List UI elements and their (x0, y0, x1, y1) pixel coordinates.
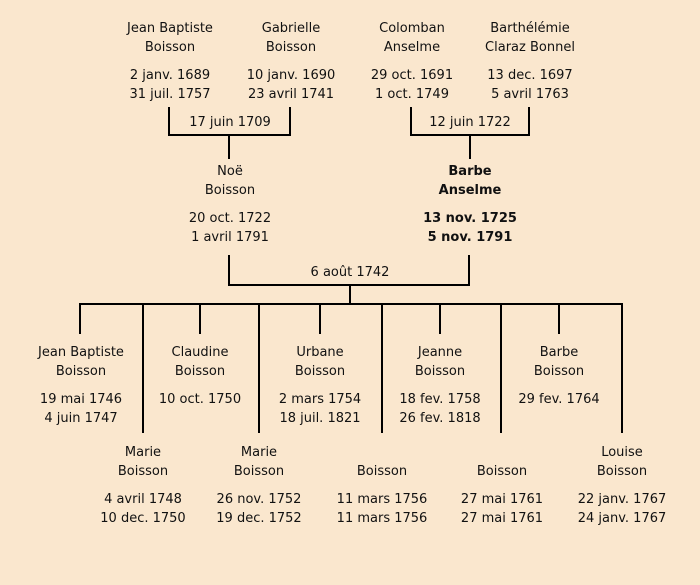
person-death-date: 5 nov. 1791 (427, 230, 513, 245)
person-given-name: Jeanne (417, 345, 463, 360)
person-surname: Boisson (174, 364, 226, 379)
person-given-name: Barbe (539, 345, 579, 360)
person-death-date: 23 avril 1741 (247, 87, 335, 102)
person-given-name: Louise (601, 445, 643, 460)
person-birth-date: 20 oct. 1722 (188, 211, 272, 226)
person-birth-date: 10 janv. 1690 (246, 68, 336, 83)
person-surname: Boisson (356, 464, 408, 479)
person-surname: Boisson (265, 40, 317, 55)
marriage1-right-drop-line (289, 107, 291, 136)
person-birth-date: 4 avril 1748 (104, 492, 182, 507)
person-birth-date: 26 nov. 1752 (216, 492, 302, 507)
person-birth-date: 2 mars 1754 (278, 392, 362, 407)
person-given-name: Barthélémie (490, 21, 570, 36)
person-death-date: 10 dec. 1750 (100, 511, 186, 526)
person-noe-boisson (155, 162, 305, 247)
person-given-name: Jean Baptiste (127, 21, 213, 36)
person-death-date: 19 dec. 1752 (216, 511, 302, 526)
child5-drop-line (319, 303, 321, 334)
person-surname: Boisson (233, 464, 285, 479)
person-death-date: 18 juil. 1821 (279, 411, 361, 426)
marriage1-descender-line (228, 136, 230, 159)
person-death-date: 26 fev. 1818 (399, 411, 481, 426)
child1-drop-line (79, 303, 81, 334)
person-death-date: 5 avril 1763 (491, 87, 569, 102)
person-death-date: 27 mai 1761 (460, 511, 544, 526)
person-birth-date: 29 fev. 1764 (518, 392, 600, 407)
marriage3-left-drop-line (228, 255, 230, 286)
person-birth-date: 22 janv. 1767 (577, 492, 667, 507)
person-death-date: 24 janv. 1767 (577, 511, 667, 526)
person-given-name: Barbe (448, 164, 492, 179)
person-birth-date: 18 fev. 1758 (399, 392, 481, 407)
person-surname: Anselme (383, 40, 441, 55)
child7-drop-line (439, 303, 441, 334)
children-bus-line (79, 303, 623, 305)
person-given-name: Colomban (379, 21, 445, 36)
marriage1-left-drop-line (168, 107, 170, 136)
person-death-date: 1 avril 1791 (191, 230, 269, 245)
person-surname: Boisson (117, 464, 169, 479)
person-surname: Boisson (144, 40, 196, 55)
child9-drop-line (558, 303, 560, 334)
person-surname: Boisson (596, 464, 648, 479)
person-surname: Boisson (55, 364, 107, 379)
person-surname: Boisson (533, 364, 585, 379)
person-surname: Claraz Bonnel (485, 40, 575, 55)
marriage3-right-drop-line (468, 255, 470, 286)
person-death-date (484, 409, 634, 428)
person-birth-date: 29 oct. 1691 (370, 68, 454, 83)
person-birth-date: 10 oct. 1750 (158, 392, 242, 407)
person-death-date: 4 juin 1747 (44, 411, 118, 426)
person-surname: Boisson (476, 464, 528, 479)
marriage2-left-drop-line (410, 107, 412, 136)
person-surname: Boisson (294, 364, 346, 379)
person-barthelemie-claraz-bonnel (455, 19, 605, 104)
marriage2-right-drop-line (528, 107, 530, 136)
person-birth-date: 27 mai 1761 (460, 492, 544, 507)
person-barbe-anselme (395, 162, 545, 247)
person-given-name: Jean Baptiste (38, 345, 124, 360)
person-given-name: Gabrielle (261, 21, 321, 36)
marriage1-date-label: 17 juin 1709 (189, 115, 271, 130)
marriage3-date-label: 6 août 1742 (310, 265, 390, 280)
person-surname: Anselme (438, 183, 502, 198)
person-surname: Boisson (204, 183, 256, 198)
person-surname: Boisson (414, 364, 466, 379)
person-given-name: Noë (217, 164, 243, 179)
person-death-date: 1 oct. 1749 (375, 87, 449, 102)
person-barbe-boisson (484, 343, 634, 428)
person-death-date: 31 juil. 1757 (129, 87, 211, 102)
child3-drop-line (199, 303, 201, 334)
person-given-name: Marie (124, 445, 162, 460)
person-birth-date: 19 mai 1746 (39, 392, 123, 407)
person-given-name: Urbane (296, 345, 344, 360)
person-given-name: Marie (240, 445, 278, 460)
person-birth-date: 13 nov. 1725 (423, 211, 517, 226)
person-death-date: 11 mars 1756 (336, 511, 428, 526)
person-louise-boisson (547, 443, 697, 528)
marriage2-date-label: 12 juin 1722 (429, 115, 511, 130)
person-birth-date: 2 janv. 1689 (129, 68, 211, 83)
marriage2-descender-line (469, 136, 471, 159)
person-given-name: Claudine (171, 345, 229, 360)
person-birth-date: 11 mars 1756 (336, 492, 428, 507)
person-birth-date: 13 dec. 1697 (487, 68, 573, 83)
